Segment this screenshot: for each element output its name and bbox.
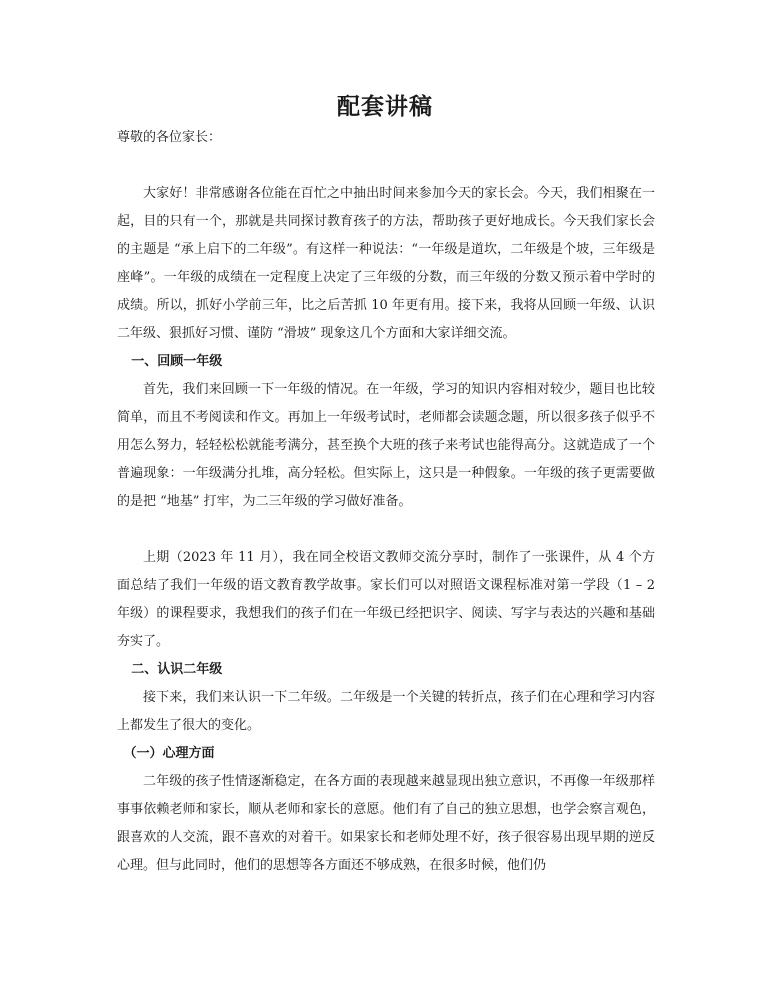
subsection-heading-psychology: （一）心理方面: [123, 746, 215, 761]
greeting: 尊敬的各位家长：: [117, 130, 222, 145]
subsection-psychology-paragraph: 二年级的孩子性情逐渐稳定，在各方面的表现越来越显现出独立意识，不再像一年级那样事事依赖老师和家长，顺从老师和家长的意愿。他们有了自己的独立思想，也学会察言观色，跟喜欢的人交流，跟不喜欢的对着干。如果家长和老师处理不好，孩子很容易出现早期的逆反心理。但与此同时，他们的思想等各方面还不够成熟，在很多时候，他们仍: [117, 774, 655, 873]
section-heading-know-grade-two: 二、认识二年级: [131, 662, 223, 677]
section-one-paragraph-2: 上期（2023 年 11 月），我在同全校语文教师交流分享时，制作了一张课件，从 4 个方面总结了我们一年级的语文教育教学故事。家长们可以对照语文课程标准对第一学段（1 – 2 年级）的课程要求，我想我们的孩子们在一年级已经把识字、阅读、写字与表达的兴趣和基础夯实了。: [117, 550, 655, 649]
paragraph-spacer: [117, 152, 655, 180]
intro-paragraph: 大家好！非常感谢各位能在百忙之中抽出时间来参加今天的家长会。今天，我们相聚在一起，目的只有一个，那就是共同探讨教育孩子的方法，帮助孩子更好地成长。今天我们家长会的主题是 “承上启下的二年级”。有这样一种说法：“一年级是道坎，二年级是个坡，三年级是座峰”。一年级的成绩在一定程度上决定了三年级的分数，而三年级的分数又预示着中学时的成绩。所以，抓好小学前三年，比之后苦抓 10 年更有用。接下来，我将从回顾一年级、认识二年级、狠抓好习惯、谨防 “滑坡” 现象这几个方面和大家详细交流。: [117, 186, 655, 341]
section-heading-review-grade-one: 一、回顾一年级: [131, 354, 223, 369]
document-body: [117, 124, 655, 880]
document-title: 配套讲稿: [337, 93, 433, 120]
paragraph-spacer: [117, 516, 655, 544]
section-two-paragraph: 接下来，我们来认识一下二年级。二年级是一个关键的转折点，孩子们在心理和学习内容上都发生了很大的变化。: [117, 690, 655, 733]
section-one-paragraph: 首先，我们来回顾一下一年级的情况。在一年级，学习的知识内容相对较少，题目也比较简单，而且不考阅读和作文。再加上一年级考试时，老师都会读题念题，所以很多孩子似乎不用怎么努力，轻轻松松就能考满分，甚至换个大班的孩子来考试也能得高分。这就造成了一个普遍现象：一年级满分扎堆，高分轻松。但实际上，这只是一种假象。一年级的孩子更需要做的是把 “地基” 打牢，为二三年级的学习做好准备。: [117, 382, 655, 509]
